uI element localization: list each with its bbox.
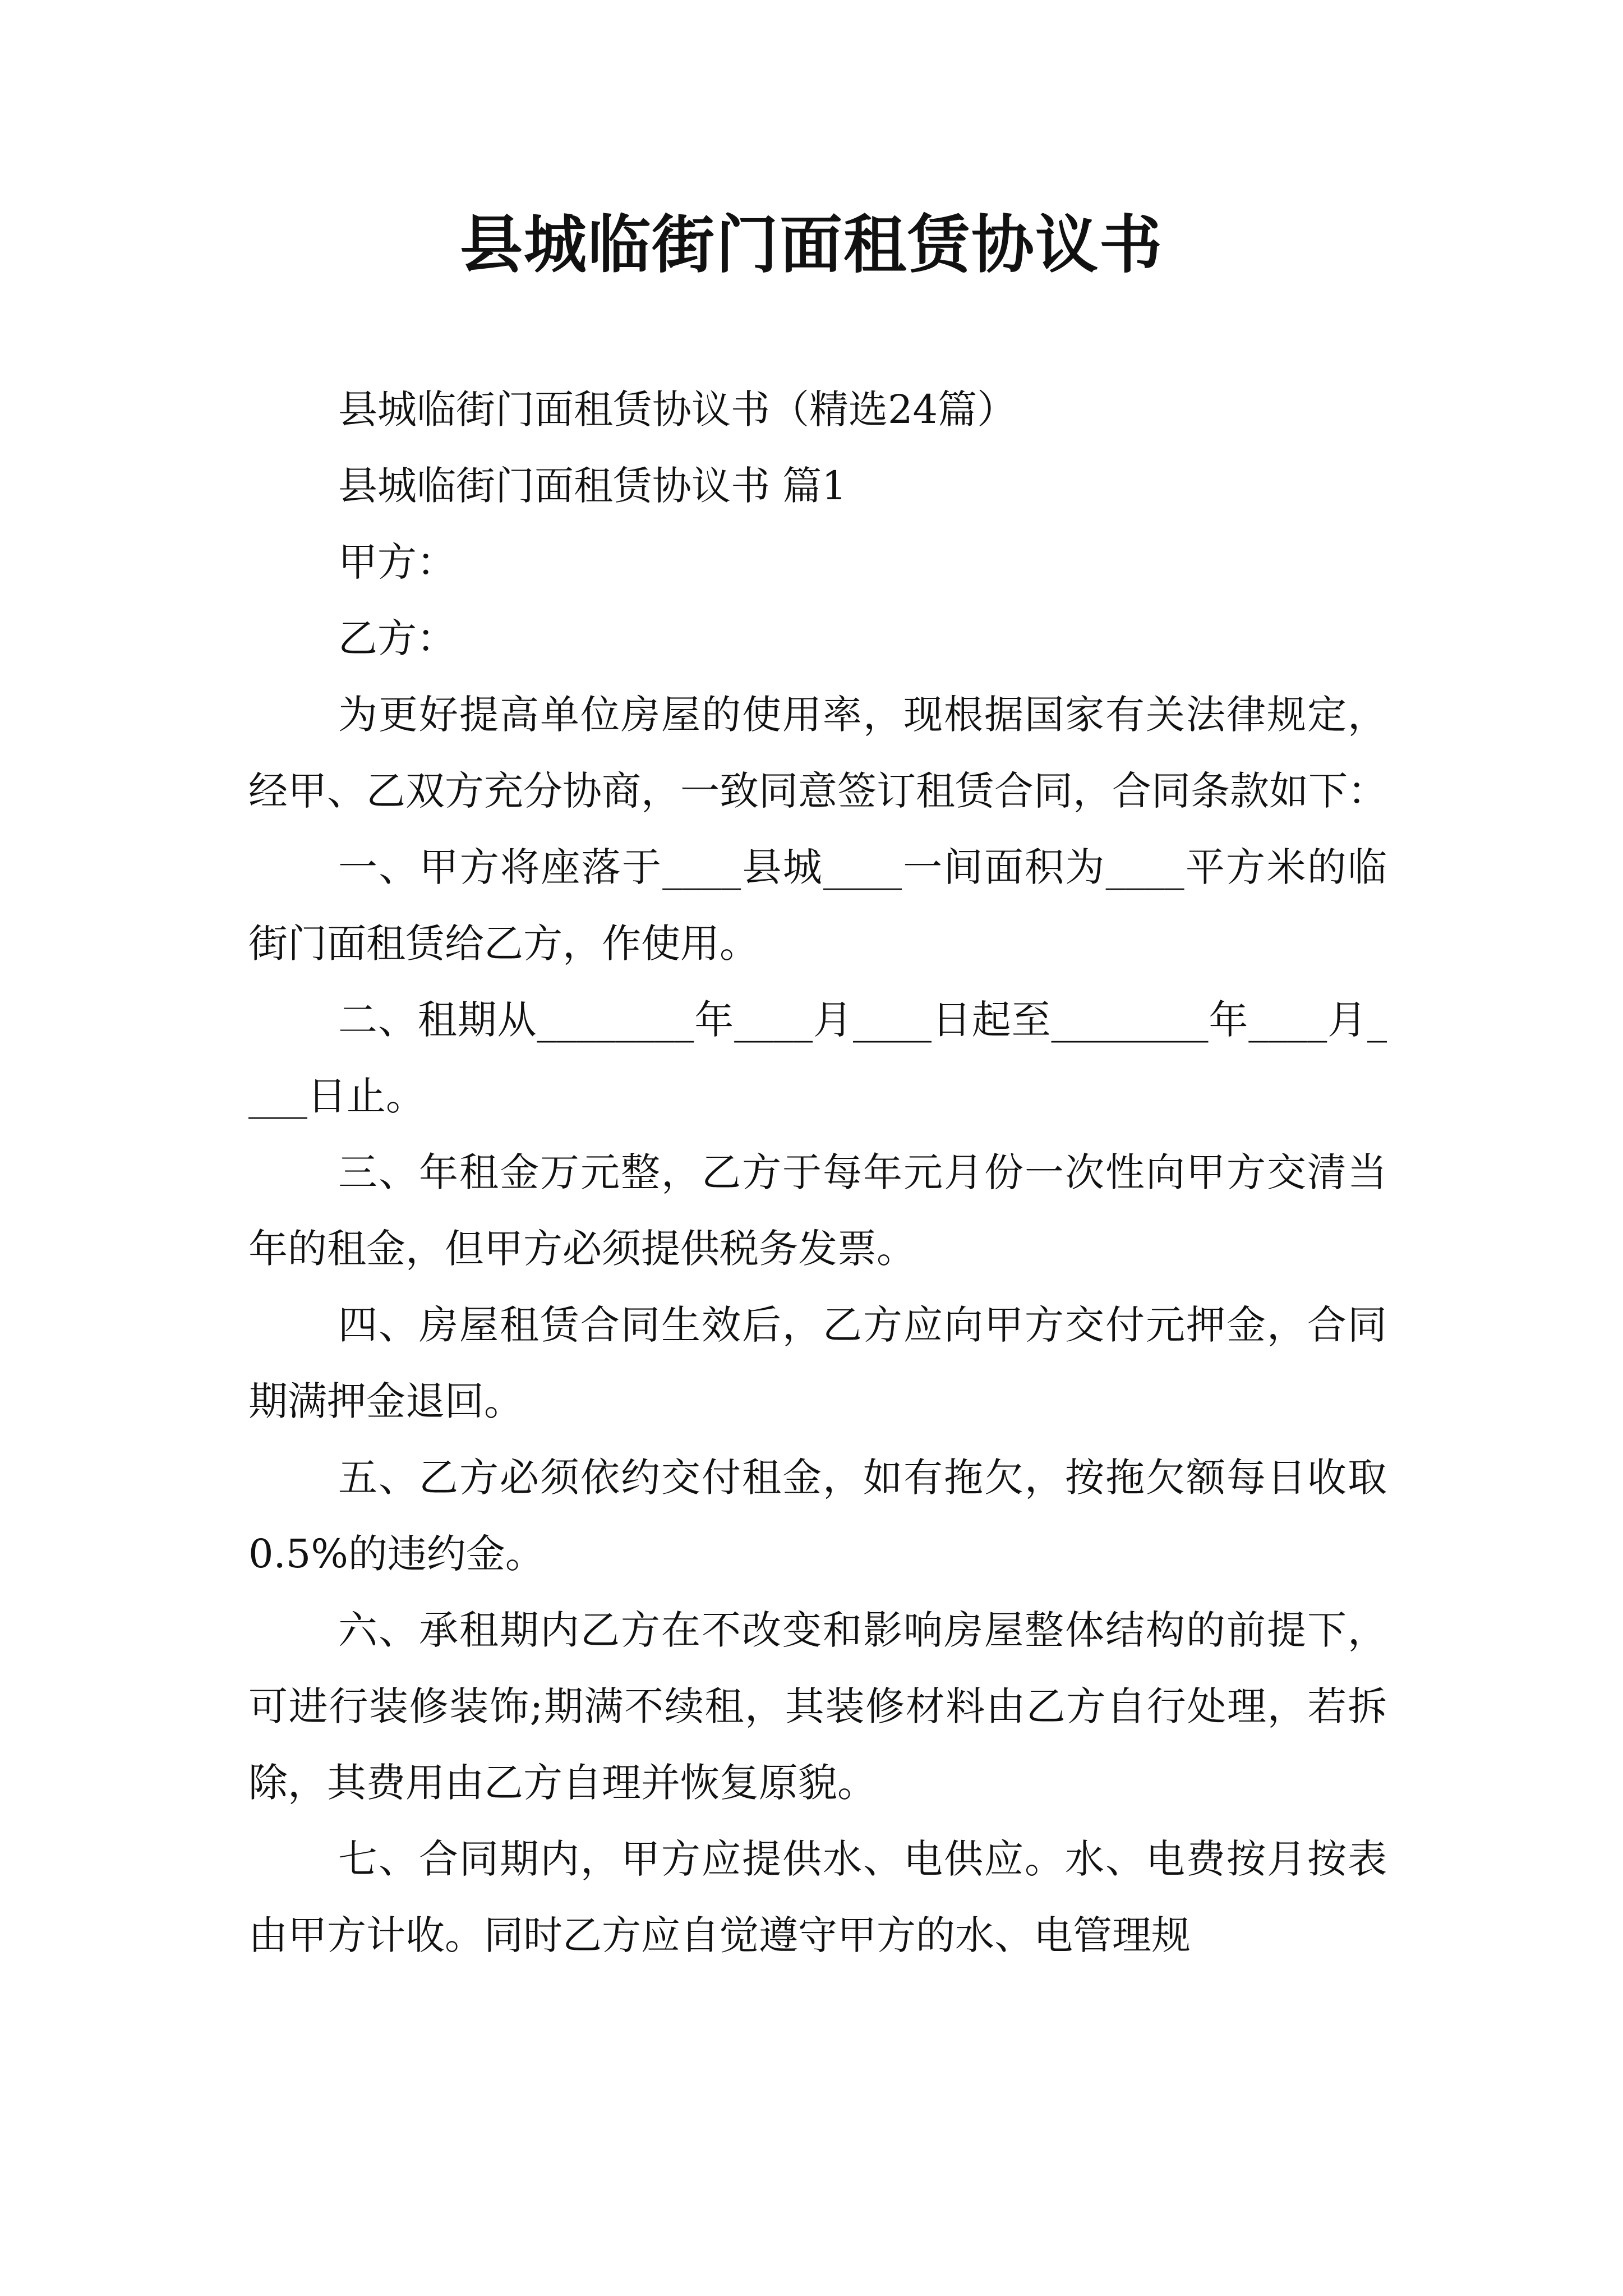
- section-heading: 县城临街门面租赁协议书 篇1: [338, 463, 847, 509]
- clause-2: 二、租期从________年____月____日起至________年____月____日止。: [248, 997, 1387, 1119]
- document-title: 县城临街门面租赁协议书: [460, 209, 1163, 282]
- clause-5: 五、乙方必须依约交付租金，如有拖欠，按拖欠额每日收取0.5%的违约金。: [248, 1455, 1387, 1577]
- clause-3: 三、年租金万元整，乙方于每年元月份一次性向甲方交清当年的租金，但甲方必须提供税务发票。: [248, 1149, 1387, 1272]
- clause-1: 一、甲方将座落于____县城____一间面积为____平方米的临街门面租赁给乙方，作使用。: [248, 844, 1387, 967]
- document-body: [248, 371, 1387, 1973]
- clause-4: 四、房屋租赁合同生效后，乙方应向甲方交付元押金，合同期满押金退回。: [248, 1302, 1387, 1424]
- preamble-paragraph: 为更好提高单位房屋的使用率，现根据国家有关法律规定，经甲、乙双方充分协商，一致同意签订租赁合同，合同条款如下：: [248, 692, 1387, 814]
- subtitle-paragraph: 县城临街门面租赁协议书（精选24篇）: [338, 386, 1017, 432]
- party-a-line: 甲方：: [338, 539, 456, 585]
- clause-7: 七、合同期内，甲方应提供水、电供应。水、电费按月按表由甲方计收。同时乙方应自觉遵守甲方的水、电管理规: [248, 1836, 1387, 1958]
- party-b-line: 乙方：: [338, 615, 456, 661]
- clause-6: 六、承租期内乙方在不改变和影响房屋整体结构的前提下，可进行装修装饰;期满不续租，其装修材料由乙方自行处理，若拆除，其费用由乙方自理并恢复原貌。: [248, 1607, 1387, 1806]
